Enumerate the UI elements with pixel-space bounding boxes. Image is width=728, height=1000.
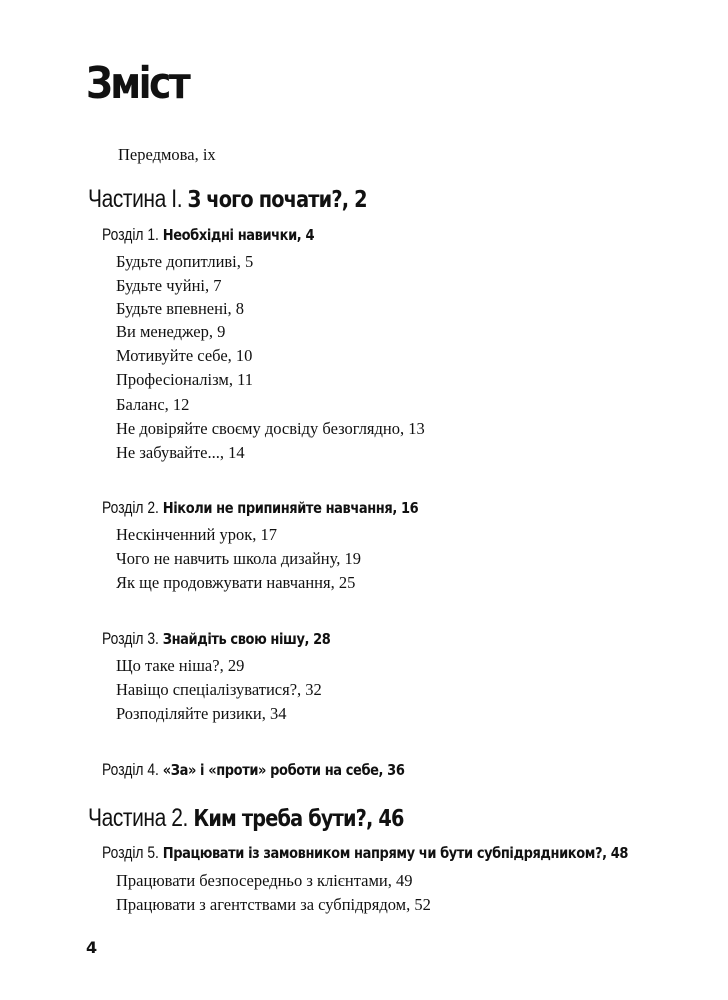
section-entry: Нескінченний урок, 17	[116, 525, 277, 544]
chapter-4-heading	[102, 762, 404, 779]
section-entry: Як ще продовжувати навчання, 25	[116, 573, 356, 592]
section-entry: Ви менеджер, 9	[116, 322, 226, 341]
part-prefix: Частина 2.	[88, 804, 188, 832]
section-entry: Працювати з агентствами за субпідрядом, 52	[116, 895, 431, 914]
chapter-prefix: Розділ 1.	[102, 226, 159, 244]
chapter-title: Ніколи не припиняйте навчання, 16	[162, 499, 419, 517]
part-2-heading	[88, 806, 404, 831]
preface-entry: Передмова, ix	[118, 145, 216, 164]
page-number: 4	[86, 938, 98, 957]
section-entry: Чого не навчить школа дизайну, 19	[116, 549, 361, 568]
chapter-title: Працювати із замовником напряму чи бути субпідрядником?, 48	[162, 844, 628, 862]
chapter-prefix: Розділ 5.	[102, 844, 159, 862]
section-entry: Професіоналізм, 11	[116, 370, 253, 389]
part-title: Ким треба бути?, 46	[193, 806, 404, 832]
chapter-title: «За» і «проти» роботи на себе, 36	[162, 761, 405, 779]
section-entry: Що таке ніша?, 29	[116, 656, 245, 675]
chapter-2-heading	[102, 500, 418, 517]
chapter-title: Знайдіть свою нішу, 28	[162, 630, 331, 648]
section-entry: Будьте чуйні, 7	[116, 276, 222, 295]
part-prefix: Частина I.	[88, 185, 183, 213]
chapter-3-heading	[102, 631, 330, 648]
section-entry: Баланс, 12	[116, 395, 190, 414]
chapter-prefix: Розділ 3.	[102, 630, 159, 648]
section-entry: Не забувайте..., 14	[116, 443, 245, 462]
chapter-5-heading	[102, 845, 628, 862]
section-entry: Будьте впевнені, 8	[116, 299, 245, 318]
section-entry: Працювати безпосередньо з клієнтами, 49	[116, 871, 413, 890]
section-entry: Мотивуйте себе, 10	[116, 346, 253, 365]
chapter-prefix: Розділ 2.	[102, 499, 159, 517]
section-entry: Розподіляйте ризики, 34	[116, 704, 287, 723]
chapter-prefix: Розділ 4.	[102, 761, 159, 779]
page-title: Зміст	[86, 58, 189, 109]
section-entry: Не довіряйте своєму досвіду безоглядно, 13	[116, 419, 425, 438]
chapter-title: Необхідні навички, 4	[162, 226, 315, 244]
part-title: З чого почати?, 2	[187, 187, 367, 213]
part-1-heading	[88, 187, 367, 212]
section-entry: Будьте допитливі, 5	[116, 252, 254, 271]
section-entry: Навіщо спеціалізуватися?, 32	[116, 680, 322, 699]
chapter-1-heading	[102, 227, 314, 244]
